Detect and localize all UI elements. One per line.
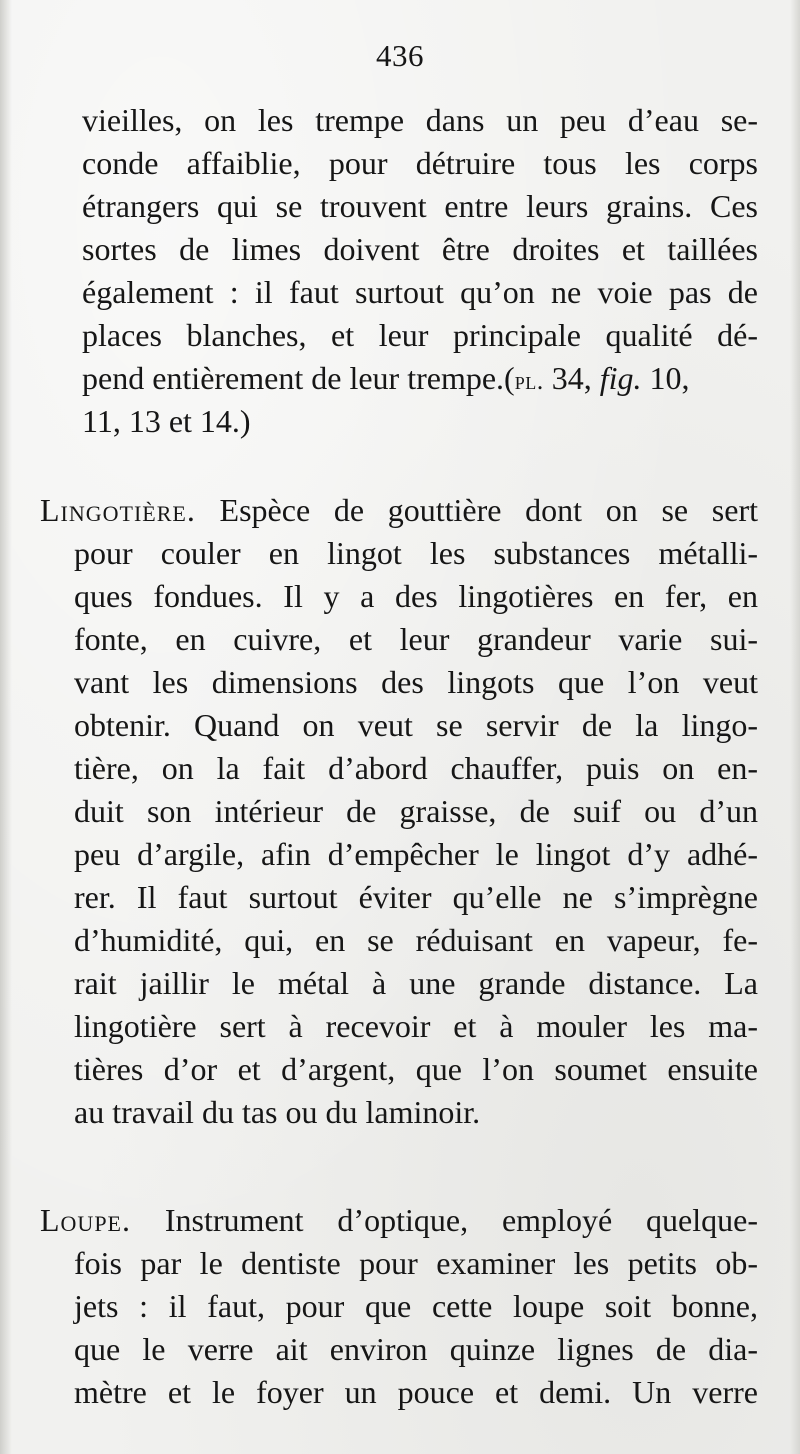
entry-first-line [40, 490, 758, 530]
text-line: rer. Il faut surtout éviter qu’elle ne s’imprègne [74, 879, 758, 915]
entry-term: Lingotière. [40, 492, 196, 528]
figure-number: 10, [641, 360, 690, 396]
reference-open-paren: ( [504, 360, 515, 396]
text-line: vant les dimensions des lingots que l’on veut [74, 664, 758, 700]
page-edge-shadow-right [790, 0, 800, 1454]
text-line: 11, 13 et 14.) [82, 403, 251, 439]
text-line-with-plate-reference [82, 358, 758, 398]
text-line: mètre et le foyer un pouce et demi. Un verre [74, 1374, 758, 1410]
figure-abbreviation: fig. [599, 360, 642, 396]
text-line: fonte, en cuivre, et leur grandeur varie sui- [74, 621, 758, 657]
entry-term: Loupe. [40, 1202, 131, 1238]
text-line: fois par le dentiste pour examiner les petits ob- [74, 1245, 758, 1281]
text-line: tières d’or et d’argent, que l’on soumet ensuite [74, 1051, 758, 1087]
text-line: places blanches, et leur principale qualité dé- [82, 317, 758, 353]
text-line: au travail du tas ou du laminoir. [74, 1094, 481, 1130]
page-number: 436 [376, 38, 424, 73]
text-line: que le verre ait environ quinze lignes de dia- [74, 1331, 758, 1367]
text-line: tière, on la fait d’abord chauffer, puis on en- [74, 750, 758, 786]
text-line: étrangers qui se trouvent entre leurs grains. Ces [82, 188, 758, 224]
text-run: pend entièrement de leur trempe. [82, 360, 505, 396]
text-run: Espèce de gouttière dont on se sert [195, 492, 758, 528]
text-line: obtenir. Quand on veut se servir de la lingo- [74, 707, 758, 743]
text-line: peu d’argile, afin d’empêcher le lingot d’y adhé- [74, 836, 758, 872]
text-line: rait jaillir le métal à une grande distance. La [74, 965, 758, 1001]
plate-number: 34, [543, 360, 600, 396]
text-run: Instrument d’optique, employé quelque- [131, 1202, 758, 1238]
page-edge-shadow-left [0, 0, 12, 1454]
text-line: également : il faut surtout qu’on ne voie pas de [82, 274, 758, 310]
text-line: pour couler en lingot les substances métalli- [74, 535, 758, 571]
text-line: duit son intérieur de graisse, de suif ou d’un [74, 793, 758, 829]
text-line: conde affaiblie, pour détruire tous les corps [82, 145, 758, 181]
text-line: jets : il faut, pour que cette loupe soit bonne, [74, 1288, 758, 1324]
text-line: sortes de limes doivent être droites et taillées [82, 231, 758, 267]
text-line: lingotière sert à recevoir et à mouler les ma- [74, 1008, 758, 1044]
text-line: ques fondues. Il y a des lingotières en fer, en [74, 578, 758, 614]
plate-abbreviation: pl. [514, 366, 544, 395]
text-line: vieilles, on les trempe dans un peu d’eau se- [82, 102, 758, 138]
text-line: d’humidité, qui, en se réduisant en vapeur, fe- [74, 922, 758, 958]
entry-first-line [40, 1200, 758, 1240]
